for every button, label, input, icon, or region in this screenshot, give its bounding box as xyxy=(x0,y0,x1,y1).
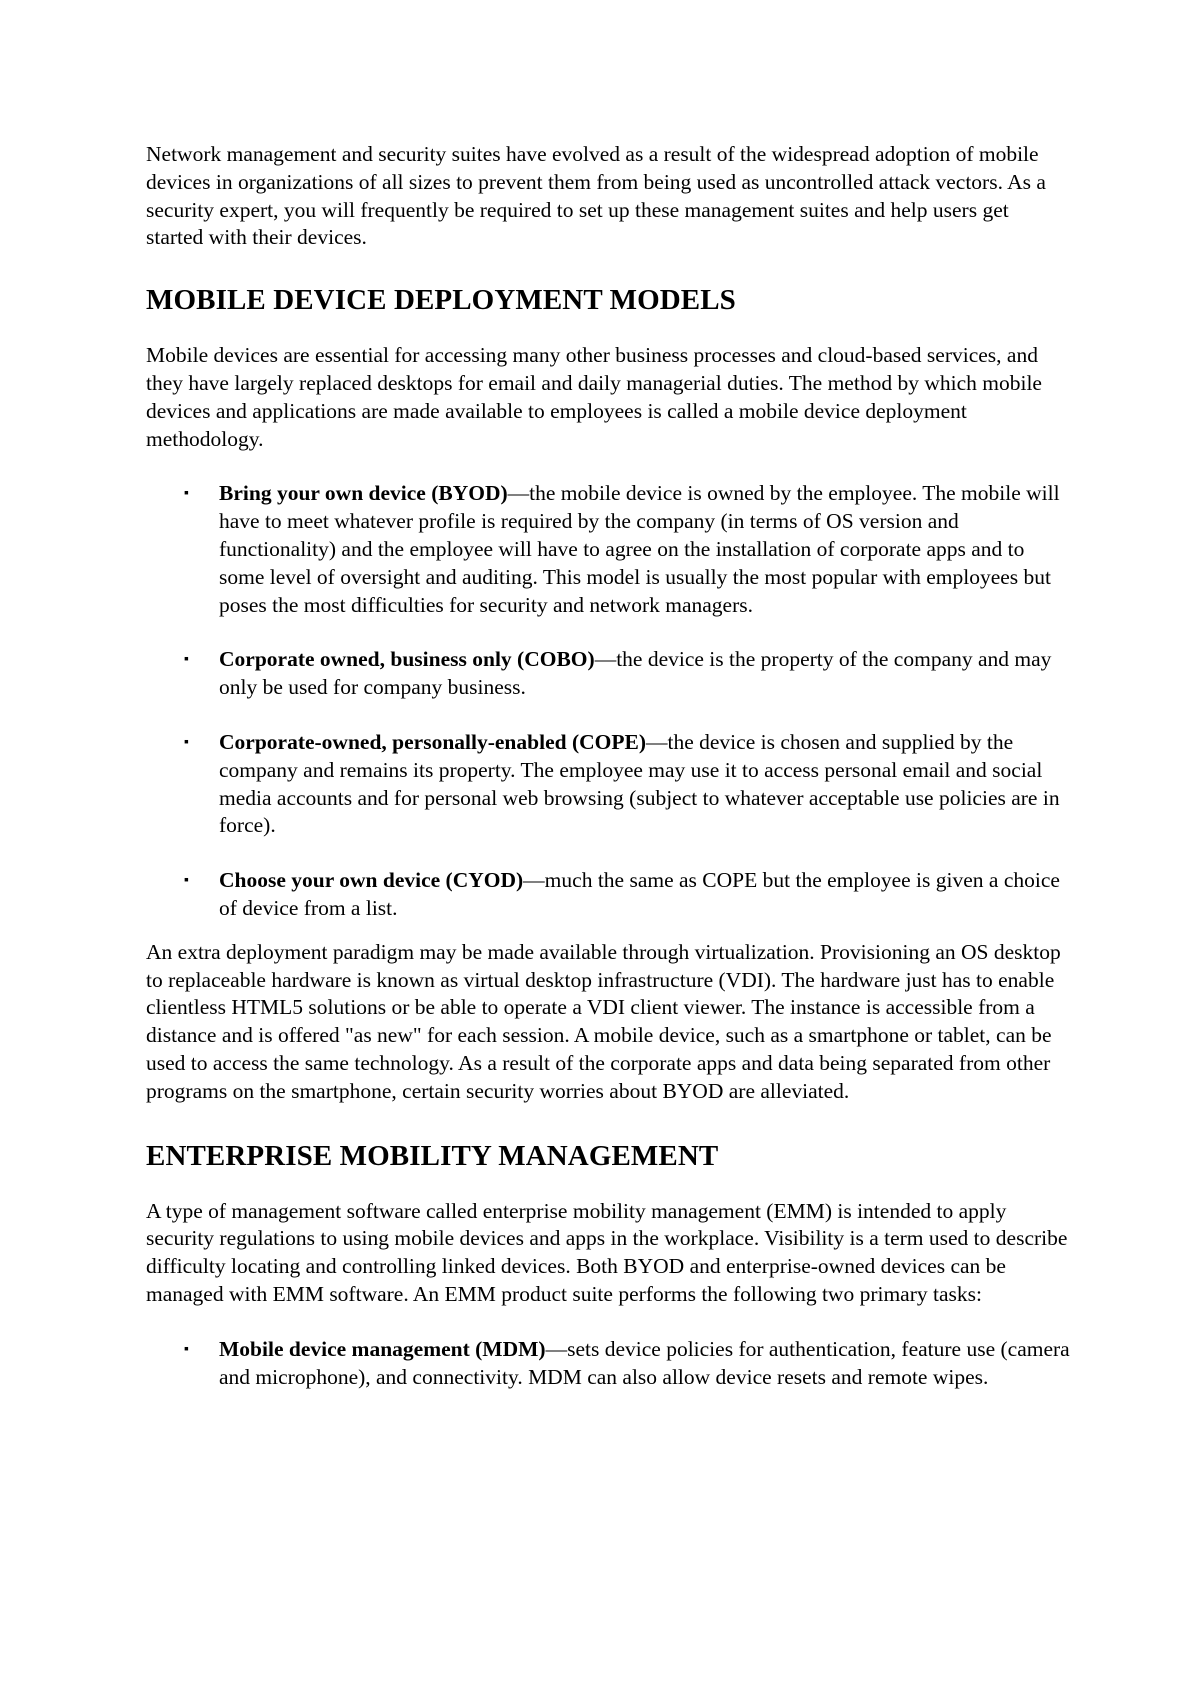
list-item-term: Mobile device management (MDM) xyxy=(219,1336,546,1361)
list-item-cobo xyxy=(146,646,1071,702)
list-item-text: —the device is the property of the company and may only be used for company business. xyxy=(219,647,1052,700)
list-item-text: —the device is chosen and supplied by the company and remains its property. The employee may use it to access personal email and social media accounts and for personal web browsing (subject to whatever acceptable use policies are in force). xyxy=(219,729,1060,838)
square-bullet-icon: ▪ xyxy=(184,873,189,889)
list-item-byod xyxy=(146,480,1071,619)
list-item-text: —sets device policies for authentication, feature use (camera and microphone), and connectivity. MDM can also allow device resets and remote wipes. xyxy=(219,1336,1070,1389)
heading-deployment-models: MOBILE DEVICE DEPLOYMENT MODELS xyxy=(146,284,736,317)
intro-paragraph: Network management and security suites have evolved as a result of the widespread adoption of mobile devices in organizations of all sizes to prevent them from being used as uncontrolled attack vectors. As a security expert, you will frequently be required to set up these management suites and help users get started with their devices. xyxy=(146,142,1046,250)
list-item-term: Corporate owned, business only (COBO) xyxy=(219,647,595,672)
list-item-cope xyxy=(146,729,1071,840)
list-item-term: Bring your own device (BYOD) xyxy=(219,481,508,506)
list-item-text: —much the same as COPE but the employee is given a choice of device from a list. xyxy=(219,868,1060,920)
square-bullet-icon: ▪ xyxy=(184,734,189,750)
square-bullet-icon: ▪ xyxy=(184,652,189,668)
list-item-mdm xyxy=(146,1336,1071,1392)
deployment-intro-paragraph: Mobile devices are essential for accessing many other business processes and cloud-based services, and they have largely replaced desktops for email and daily managerial duties. The method by which mobile devices and applications are made available to employees is called a mobile device deployment methodology. xyxy=(146,343,1042,451)
document-page xyxy=(146,141,1071,1391)
square-bullet-icon: ▪ xyxy=(184,486,189,502)
vdi-paragraph: An extra deployment paradigm may be made available through virtualization. Provisioning an OS desktop to replaceable hardware is known as virtual desktop infrastructure (VDI). The hardware just has to enable clientless HTML5 solutions or be able to operate a VDI client viewer. The instance is accessible from a distance and is offered "as new" for each session. A mobile device, such as a smartphone or tablet, can be used to access the same technology. As a result of the corporate apps and data being separated from other programs on the smartphone, certain security worries about BYOD are alleviated. xyxy=(146,939,1061,1103)
heading-enterprise-mobility-management: ENTERPRISE MOBILITY MANAGEMENT xyxy=(146,1139,719,1172)
list-item-text: —the mobile device is owned by the employee. The mobile will have to meet whatever profile is required by the company (in terms of OS version and functionality) and the employee will have to agree on the installation of corporate apps and to some level of oversight and auditing. This model is usually the most popular with employees but poses the most difficulties for security and network managers. xyxy=(219,481,1060,617)
list-item-cyod xyxy=(146,867,1071,923)
square-bullet-icon: ▪ xyxy=(184,1341,189,1357)
emm-tasks-list xyxy=(146,1336,1071,1392)
deployment-models-list xyxy=(146,480,1071,922)
list-item-term: Corporate-owned, personally-enabled (COPE) xyxy=(219,729,646,754)
emm-intro-paragraph: A type of management software called enterprise mobility management (EMM) is intended to apply security regulations to using mobile devices and apps in the workplace. Visibility is a term used to describe difficulty locating and controlling linked devices. Both BYOD and enterprise-owned devices can be managed with EMM software. An EMM product suite performs the following two primary tasks: xyxy=(146,1198,1068,1306)
list-item-term: Choose your own device (CYOD) xyxy=(219,868,524,893)
